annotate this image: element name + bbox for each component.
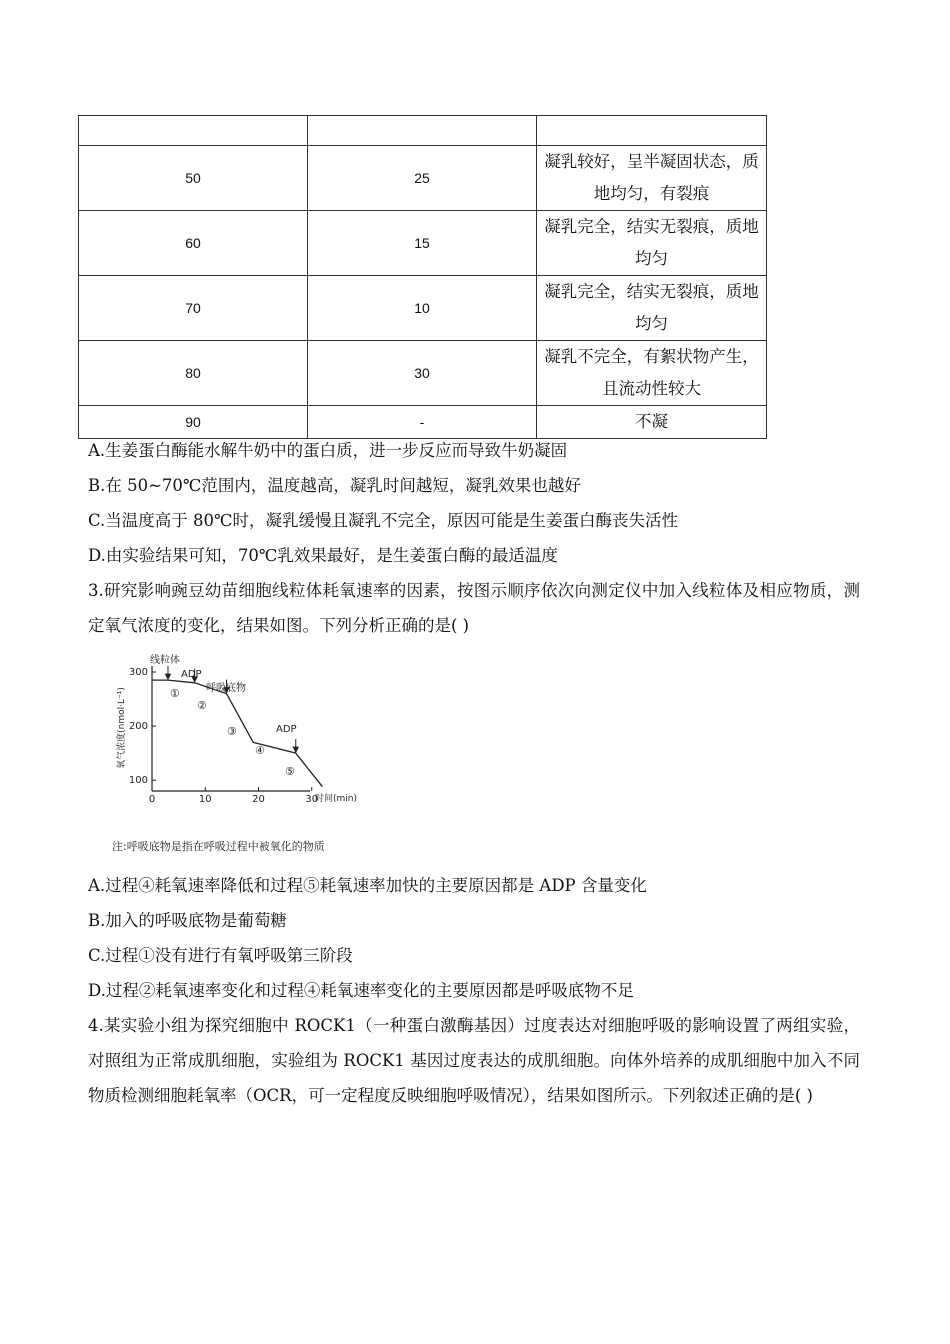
y-axis-label: 氧气浓度(nmol·L⁻¹) (117, 687, 127, 769)
q2-option-b: B.在 50~70℃范围内，温度越高，凝乳时间越短，凝乳效果也越好 (88, 476, 581, 495)
stage-5-label: ⑤ (285, 765, 295, 778)
q3-option-d: D.过程②耗氧速率变化和过程④耗氧速率变化的主要原因都是呼吸底物不足 (88, 981, 634, 1000)
table-row (79, 276, 767, 341)
adp-annotation-1: ADP (181, 669, 202, 680)
time-cell: 30 (308, 341, 537, 406)
q2-option-a: A.生姜蛋白酶能水解牛奶中的蛋白质，进一步反应而导致牛奶凝固 (88, 441, 568, 460)
temperature-cell: 80 (79, 341, 308, 406)
table-row (79, 341, 767, 406)
y-tick-label: 100 (128, 775, 148, 787)
x-tick-label: 20 (252, 794, 265, 805)
stage-4-label: ④ (255, 744, 265, 757)
x-tick-label: 10 (198, 794, 212, 805)
y-tick-label: 300 (128, 667, 148, 678)
result-cell: 凝乳完全，结实无裂痕，质地均匀 (537, 276, 767, 341)
arrow-adp-2-head (293, 747, 298, 752)
result-cell: 不凝 (537, 406, 767, 439)
table-row (79, 211, 767, 276)
temperature-cell: 70 (79, 276, 308, 341)
results-table (78, 115, 767, 439)
table-header-cell (79, 116, 308, 146)
table-row (79, 406, 767, 439)
q2-option-d: D.由实验结果可知，70℃乳效果最好，是生姜蛋白酶的最适温度 (88, 546, 558, 565)
table-row (79, 146, 767, 211)
result-cell: 凝乳较好，呈半凝固状态，质地均匀，有裂痕 (537, 146, 767, 211)
time-cell: 25 (308, 146, 537, 211)
figure-note: 注:呼吸底物是指在呼吸过程中被氧化的物质 (112, 840, 325, 853)
stage-1-label: ① (170, 687, 180, 700)
time-cell: 15 (308, 211, 537, 276)
substrate-annotation: 呼吸底物 (206, 683, 246, 694)
y-tick-label: 200 (128, 721, 148, 733)
temperature-cell: 50 (79, 146, 308, 211)
table-header-cell (308, 116, 537, 146)
arrow-mitochondria-head (165, 674, 170, 679)
oxygen-chart (110, 650, 380, 810)
time-cell: 10 (308, 276, 537, 341)
table-header-row (79, 116, 767, 146)
mitochondria-annotation: 线粒体 (150, 655, 180, 666)
temperature-cell: 60 (79, 211, 308, 276)
x-tick-label: 30 (305, 794, 319, 805)
x-tick-label: 0 (148, 794, 156, 805)
x-axis-label: 时间(min) (315, 794, 357, 804)
arrow-adp-2 (293, 739, 298, 752)
q4-stem: 4.某实验小组为探究细胞中 ROCK1（一种蛋白激酶基因）过度表达对细胞呼吸的影响设置了两组实验，对照组为正常成肌细胞，实验组为 ROCK1 基因过度表达的成肌细胞。向体外培养的成肌细胞中加入不同物质检测细胞耗氧率（OCR，可一定程度反映细胞呼吸情况），结果如图所示。下列叙述正确的是( ) (88, 1016, 860, 1105)
q3-option-b: B.加入的呼吸底物是葡萄糖 (88, 911, 287, 930)
table-header-cell (537, 116, 767, 146)
stage-2-label: ② (197, 699, 207, 712)
result-cell: 凝乳完全，结实无裂痕，质地均匀 (537, 211, 767, 276)
q3-option-c: C.过程①没有进行有氧呼吸第三阶段 (88, 946, 353, 965)
arrow-mitochondria (165, 666, 170, 679)
stage-3-label: ③ (227, 725, 237, 738)
q3-option-a: A.过程④耗氧速率降低和过程⑤耗氧速率加快的主要原因都是 ADP 含量变化 (88, 876, 647, 895)
q3-stem: 3.研究影响豌豆幼苗细胞线粒体耗氧速率的因素，按图示顺序依次向测定仪中加入线粒体及相应物质，测定氧气浓度的变化，结果如图。下列分析正确的是( ) (88, 581, 860, 635)
q2-option-c: C.当温度高于 80℃时，凝乳缓慢且凝乳不完全，原因可能是生姜蛋白酶丧失活性 (88, 511, 678, 530)
time-cell: - (308, 406, 537, 439)
adp-annotation-2: ADP (276, 724, 297, 735)
result-cell: 凝乳不完全，有絮状物产生，且流动性较大 (537, 341, 767, 406)
temperature-cell: 90 (79, 406, 308, 439)
